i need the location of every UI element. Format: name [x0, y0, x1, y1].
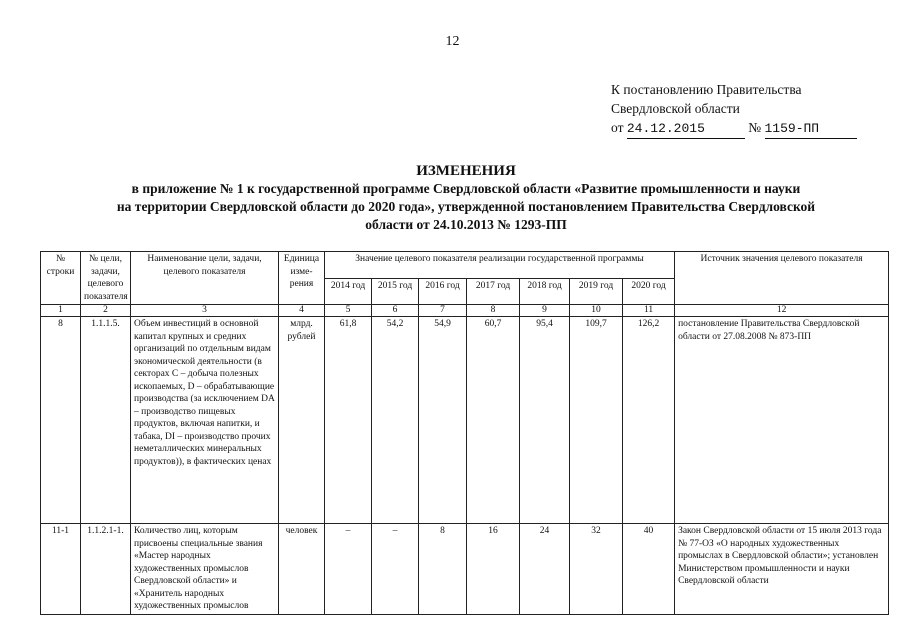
appendix-date-line: [611, 118, 857, 139]
page-number: 12: [445, 34, 460, 49]
header-year-2017: 2017 год: [467, 278, 520, 305]
header-year-2016: 2016 год: [419, 278, 467, 305]
value-2014: 61,8: [325, 317, 372, 524]
value-2017: 60,7: [467, 317, 520, 524]
column-number: 2: [81, 305, 131, 317]
header-year-2019: 2019 год: [570, 278, 623, 305]
value-2018: 95,4: [520, 317, 570, 524]
column-number: 6: [372, 305, 419, 317]
heading-line-1: в приложение № 1 к государственной программе Свердловской области «Развитие промышленности и науки: [131, 181, 801, 196]
table-row: [41, 317, 889, 524]
value-2020: 126,2: [623, 317, 675, 524]
column-number: 10: [570, 305, 623, 317]
value-2018: 24: [520, 524, 570, 615]
column-number: 4: [279, 305, 325, 317]
column-number: 5: [325, 305, 372, 317]
column-number: 9: [520, 305, 570, 317]
value-2016: 54,9: [419, 317, 467, 524]
row-number: 8: [41, 317, 81, 524]
heading-line-2: на территории Свердловской области до 2020 года», утвержденной постановлением Правительства Свердловской: [116, 199, 816, 214]
decree-date: 24.12.2015: [627, 119, 745, 139]
header-source: Источник значения целевого показателя: [675, 252, 889, 305]
value-2019: 109,7: [570, 317, 623, 524]
decree-number: 1159-ПП: [765, 119, 857, 139]
value-2020: 40: [623, 524, 675, 615]
header-year-2018: 2018 год: [520, 278, 570, 305]
appendix-line-2: Свердловской области: [611, 101, 740, 116]
from-label: от: [611, 120, 624, 135]
header-goal-number: № цели, задачи, целевого показателя: [81, 252, 131, 305]
column-number: 1: [41, 305, 81, 317]
header-year-2015: 2015 год: [372, 278, 419, 305]
header-values-group: Значение целевого показателя реализации государственной программы: [325, 252, 675, 279]
header-unit: Единица изме-рения: [279, 252, 325, 305]
indicator-name: Количество лиц, которым присвоены специальные звания «Мастер народных художественных промыслов Свердловской области» и «Хранитель народных художественных промыслов: [131, 524, 279, 615]
indicator-source: Закон Свердловской области от 15 июля 2013 года № 77-ОЗ «О народных художественных промыслах в Свердловской области»; установлен Министерством промышленности и науки Свердловской области: [675, 524, 889, 615]
goal-number: 1.1.1.5.: [81, 317, 131, 524]
value-2016: 8: [419, 524, 467, 615]
table-row: [41, 524, 889, 615]
header-row-number: № строки: [41, 252, 81, 305]
column-number: 8: [467, 305, 520, 317]
unit: млрд. рублей: [279, 317, 325, 524]
column-number-row: [41, 305, 889, 317]
appendix-note: [611, 80, 857, 139]
number-label: №: [748, 120, 762, 135]
column-number: 12: [675, 305, 889, 317]
indicator-source: постановление Правительства Свердловской области от 27.08.2008 № 873-ПП: [675, 317, 889, 524]
heading-title: ИЗМЕНЕНИЯ: [416, 163, 516, 179]
header-year-2014: 2014 год: [325, 278, 372, 305]
goal-number: 1.1.2.1-1.: [81, 524, 131, 615]
column-number: 7: [419, 305, 467, 317]
heading-line-3: области от 24.10.2013 № 1293-ПП: [365, 217, 567, 232]
indicators-table: [40, 251, 889, 615]
indicator-name: Объем инвестиций в основной капитал крупных и средних организаций по отдельным видам экономической деятельности (в секторах С – добыча полезных ископаемых, D – обрабатывающие производства (за исключением DA – производство пищевых продуктов, включая напитки, и табака, DI – производство прочих неметаллических минеральных продуктов)), в фактических ценах: [131, 317, 279, 524]
value-2014: –: [325, 524, 372, 615]
row-number: 11-1: [41, 524, 81, 615]
header-name: Наименование цели, задачи, целевого показателя: [131, 252, 279, 305]
column-number: 3: [131, 305, 279, 317]
value-2015: 54,2: [372, 317, 419, 524]
column-number: 11: [623, 305, 675, 317]
value-2019: 32: [570, 524, 623, 615]
unit: человек: [279, 524, 325, 615]
value-2015: –: [372, 524, 419, 615]
value-2017: 16: [467, 524, 520, 615]
appendix-line-1: К постановлению Правительства: [611, 82, 802, 97]
document-heading: [60, 162, 872, 234]
header-year-2020: 2020 год: [623, 278, 675, 305]
